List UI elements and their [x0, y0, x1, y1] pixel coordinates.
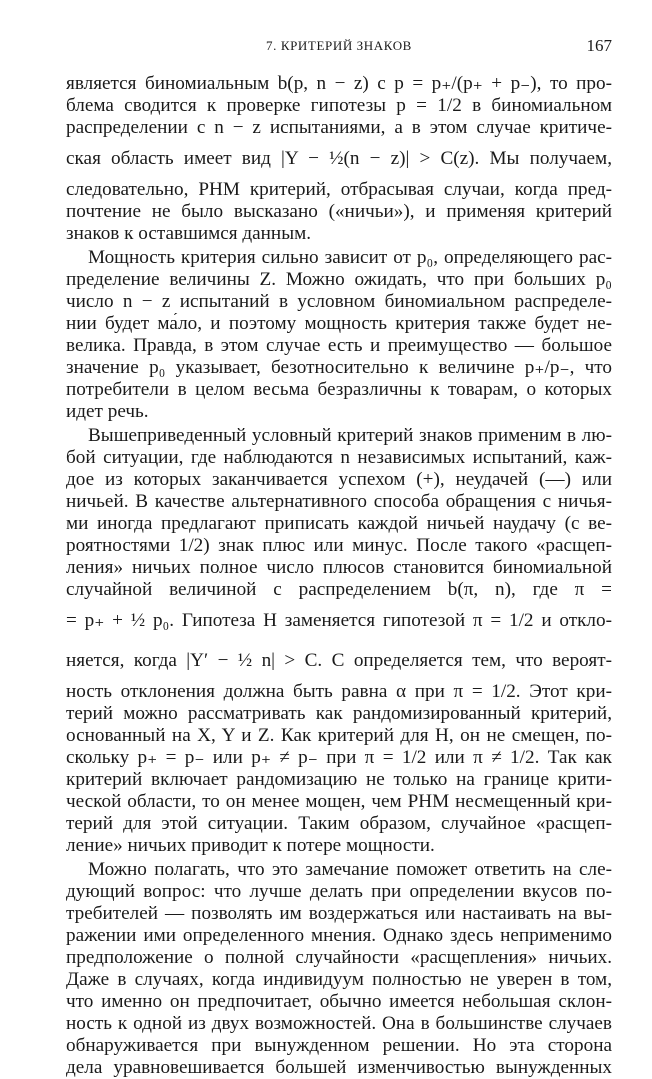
text-line: ми иногда предлагают приписать каждой ничьей наудачу (с ве-	[66, 513, 612, 534]
text-line: Даже в случаях, когда индивидуум полностью не уверен в том,	[66, 969, 612, 990]
text-line: распределении с n − z испытаниями, а в этом случае критиче-	[66, 117, 612, 138]
text-line: обнаруживается при вынужденном решении. Но эта сторона	[66, 1035, 612, 1056]
text-line: дела уравновешивается большей изменчивостью вынужденных	[66, 1057, 612, 1078]
body-text	[66, 73, 612, 1079]
text-line: ская область имеет вид |Y − ½(n − z)| > C(z). Мы получаем,	[66, 148, 612, 169]
text-line: значение p₀ указывает, безотносительно к величине p₊/p₋, что	[66, 357, 612, 378]
text-line: дое из которых заканчивается успехом (+), неудачей (—) или	[66, 469, 612, 490]
text-line: блема сводится к проверке гипотезы p = 1/2 в биномиальном	[66, 95, 612, 116]
text-line: скольку p₊ = p₋ или p₊ ≠ p₋ при π = 1/2 или π ≠ 1/2. Так как	[66, 747, 612, 768]
page-header	[66, 36, 612, 60]
text-line: знаков к оставшимся данным.	[66, 223, 312, 244]
text-line: ражении ими определенного мнения. Однако здесь неприменимо	[66, 925, 612, 946]
text-line: Мощность критерия сильно зависит от p₀, определяющего рас-	[88, 247, 612, 268]
text-line: роятностями 1/2) знак плюс или минус. После такого «расщеп-	[66, 535, 612, 556]
text-line: критерий включает рандомизацию не только на границе крити-	[66, 769, 612, 790]
page-number: 167	[586, 36, 612, 55]
text-line: терий можно рассматривать как рандомизированный критерий,	[66, 703, 612, 724]
text-line: число n − z испытаний в условном биномиальном распределе-	[66, 291, 612, 312]
text-line: потребители в целом весьма безразличны к товарам, о которых	[66, 379, 612, 400]
text-line: ность отклонения должна быть равна α при π = 1/2. Этот кри-	[66, 681, 612, 702]
text-line: почтение не было высказано («ничьи»), и применяя критерий	[66, 201, 612, 222]
text-line: ления» ничьих полное число плюсов становится биномиальной	[66, 557, 612, 578]
text-line: основанный на X, Y и Z. Как критерий для H, он не смещен, по-	[66, 725, 612, 746]
text-line: бой ситуации, где наблюдаются n независимых испытаний, каж-	[66, 447, 612, 468]
text-line: пределение величины Z. Можно ожидать, что при больших p₀	[66, 269, 612, 290]
running-head: 7. КРИТЕРИЙ ЗНАКОВ	[266, 38, 412, 53]
text-line: велика. Правда, в этом случае есть и преимущество — большое	[66, 335, 612, 356]
text-line: ление» ничьих приводит к потере мощности.	[66, 835, 435, 856]
text-line: ческой области, то он менее мощен, чем РНМ несмещенный кри-	[66, 791, 612, 812]
text-line: требителей — позволять им воздержаться или настаивать на вы-	[66, 903, 612, 924]
text-line: = p₊ + ½ p₀. Гипотеза H заменяется гипотезой π = 1/2 и откло-	[66, 610, 612, 631]
text-line: няется, когда |Y′ − ½ n| > C. C определяется тем, что вероят-	[66, 650, 612, 671]
text-line: следовательно, РНМ критерий, отбрасывая случаи, когда пред-	[66, 179, 612, 200]
text-line: ность к одной из двух возможностей. Она в большинстве случаев	[66, 1013, 612, 1034]
text-line: идет речь.	[66, 401, 149, 422]
text-line: является биномиальным b(p, n − z) с p = p₊/(p₊ + p₋), то про-	[66, 73, 612, 94]
text-line: Вышеприведенный условный критерий знаков применим в лю-	[88, 425, 612, 446]
text-line: Можно полагать, что это замечание поможет ответить на сле-	[88, 859, 612, 880]
text-line: что именно он предпочитает, обычно имеется небольшая склон-	[66, 991, 612, 1012]
text-line: предположение о полной случайности «расщепления» ничьих.	[66, 947, 612, 968]
text-line: случайной величиной с распределением b(π, n), где π =	[66, 579, 612, 600]
text-line: нии будет ма́ло, и поэтому мощность критерия также будет не-	[66, 313, 612, 334]
text-line: ничьей. В качестве альтернативного способа обращения с ничья-	[66, 491, 612, 512]
text-line: терий для этой ситуации. Таким образом, случайное «расщеп-	[66, 813, 612, 834]
text-line: дующий вопрос: что лучше делать при определении вкусов по-	[66, 881, 612, 902]
